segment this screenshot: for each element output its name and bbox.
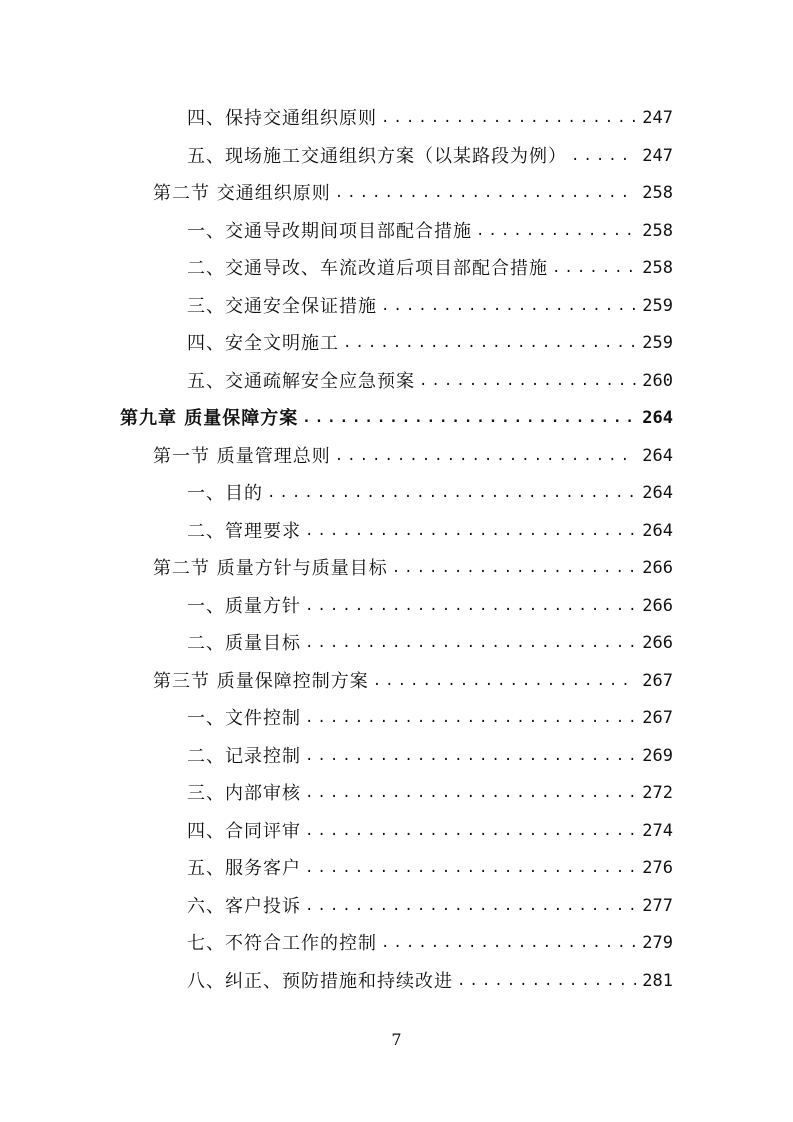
- toc-entry-page: 281: [642, 970, 673, 991]
- toc-dot-leader: [552, 250, 636, 287]
- toc-entry-page: 274: [642, 820, 673, 841]
- toc-entry-page: 279: [642, 933, 673, 953]
- toc-dot-leader: [305, 850, 636, 887]
- toc-entry-title: 一、交通导改期间项目部配合措施: [187, 220, 472, 242]
- toc-entry-title: 第二节 交通组织原则: [153, 183, 331, 204]
- toc-dot-leader: [267, 475, 636, 512]
- toc-entry-page: 264: [642, 520, 673, 541]
- toc-entry-title: 第九章 质量保障方案: [120, 408, 299, 429]
- toc-entry[interactable]: [187, 963, 673, 1000]
- toc-entry-page: 264: [642, 408, 673, 428]
- toc-entry-page: 266: [642, 558, 673, 578]
- toc-entry-page: 247: [642, 108, 673, 128]
- toc-entry-title: 二、质量目标: [187, 633, 301, 654]
- toc-entry-title: 第三节 质量保障控制方案: [153, 670, 369, 692]
- toc-entry[interactable]: [187, 625, 673, 662]
- toc-entry-title: 一、目的: [187, 483, 263, 504]
- toc-dot-leader: [305, 588, 636, 625]
- toc-dot-leader: [457, 963, 636, 1000]
- toc-entry[interactable]: [187, 813, 673, 850]
- toc-entry-page: 264: [642, 483, 673, 503]
- toc-entry[interactable]: [187, 138, 673, 175]
- toc-entry-title: 三、内部审核: [187, 783, 301, 804]
- toc-entry-chapter[interactable]: [120, 400, 673, 437]
- toc-entry[interactable]: [153, 550, 673, 587]
- toc-entry[interactable]: [187, 588, 673, 625]
- toc-entry-title: 四、合同评审: [187, 820, 301, 842]
- toc-entry-page: 276: [642, 858, 673, 878]
- toc-dot-leader: [335, 175, 637, 212]
- toc-dot-leader: [305, 513, 636, 550]
- toc-entry[interactable]: [153, 438, 673, 475]
- toc-entry[interactable]: [187, 213, 673, 250]
- toc-entry-page: 277: [642, 895, 673, 916]
- toc-entry[interactable]: [153, 175, 673, 212]
- toc-entry-title: 四、保持交通组织原则: [187, 108, 377, 129]
- toc-entry-title: 二、管理要求: [187, 520, 301, 542]
- toc-entry-title: 五、服务客户: [187, 858, 301, 879]
- toc-entry-title: 五、现场施工交通组织方案（以某路段为例）: [187, 145, 567, 167]
- toc-entry-page: 260: [642, 370, 673, 391]
- toc-entry-title: 一、文件控制: [187, 708, 301, 729]
- toc-entry-page: 247: [642, 145, 673, 166]
- toc-entry-title: 七、不符合工作的控制: [187, 933, 377, 954]
- toc-dot-leader: [571, 138, 636, 175]
- toc-entry[interactable]: [187, 475, 673, 512]
- toc-entry[interactable]: [187, 100, 673, 137]
- toc-entry-page: 266: [642, 595, 673, 616]
- page-number: 7: [391, 1030, 402, 1049]
- toc-dot-leader: [373, 663, 637, 700]
- toc-entry[interactable]: [187, 513, 673, 550]
- toc-entry-page: 258: [642, 183, 673, 203]
- toc-dot-leader: [343, 325, 636, 362]
- toc-dot-leader: [305, 775, 636, 812]
- toc-entry[interactable]: [187, 363, 673, 400]
- toc-dot-leader: [381, 288, 636, 325]
- toc-entry-title: 第二节 质量方针与质量目标: [153, 558, 388, 579]
- toc-entry-page: 264: [642, 445, 673, 466]
- toc-entry[interactable]: [187, 250, 673, 287]
- toc-entry[interactable]: [187, 775, 673, 812]
- toc-entry-page: 258: [642, 258, 673, 278]
- toc-entry[interactable]: [187, 700, 673, 737]
- toc-entry-title: 第一节 质量管理总则: [153, 445, 331, 467]
- toc-dot-leader: [302, 400, 636, 437]
- toc-entry-page: 272: [642, 783, 673, 803]
- toc-dot-leader: [305, 738, 636, 775]
- toc-entry-page: 267: [642, 670, 673, 691]
- toc-dot-leader: [305, 888, 636, 925]
- toc-entry-page: 267: [642, 708, 673, 728]
- toc-entry-title: 四、安全文明施工: [187, 333, 339, 354]
- toc-dot-leader: [381, 925, 636, 962]
- toc-entry-page: 259: [642, 333, 673, 353]
- toc-entry-page: 259: [642, 295, 673, 316]
- toc-entry-title: 六、客户投诉: [187, 895, 301, 917]
- toc-entry[interactable]: [187, 325, 673, 362]
- toc-entry-title: 八、纠正、预防措施和持续改进: [187, 970, 453, 992]
- toc-entry-title: 五、交通疏解安全应急预案: [187, 370, 415, 392]
- toc-entry-page: 266: [642, 633, 673, 653]
- toc-entry-title: 一、质量方针: [187, 595, 301, 617]
- toc-entry[interactable]: [187, 738, 673, 775]
- toc-entry[interactable]: [187, 925, 673, 962]
- toc-dot-leader: [305, 625, 636, 662]
- toc-dot-leader: [392, 550, 637, 587]
- toc-dot-leader: [305, 700, 636, 737]
- toc-dot-leader: [335, 438, 637, 475]
- toc-dot-leader: [476, 213, 636, 250]
- toc-entry-title: 三、交通安全保证措施: [187, 295, 377, 317]
- toc-entry-page: 258: [642, 220, 673, 241]
- toc-entry[interactable]: [187, 888, 673, 925]
- toc-dot-leader: [381, 100, 636, 137]
- toc-entry-page: 269: [642, 745, 673, 766]
- toc-entry-title: 二、记录控制: [187, 745, 301, 767]
- toc-entry[interactable]: [153, 663, 673, 700]
- toc-entry-title: 二、交通导改、车流改道后项目部配合措施: [187, 258, 548, 279]
- toc-dot-leader: [419, 363, 636, 400]
- toc-entry[interactable]: [187, 850, 673, 887]
- toc-entry[interactable]: [187, 288, 673, 325]
- toc-dot-leader: [305, 813, 636, 850]
